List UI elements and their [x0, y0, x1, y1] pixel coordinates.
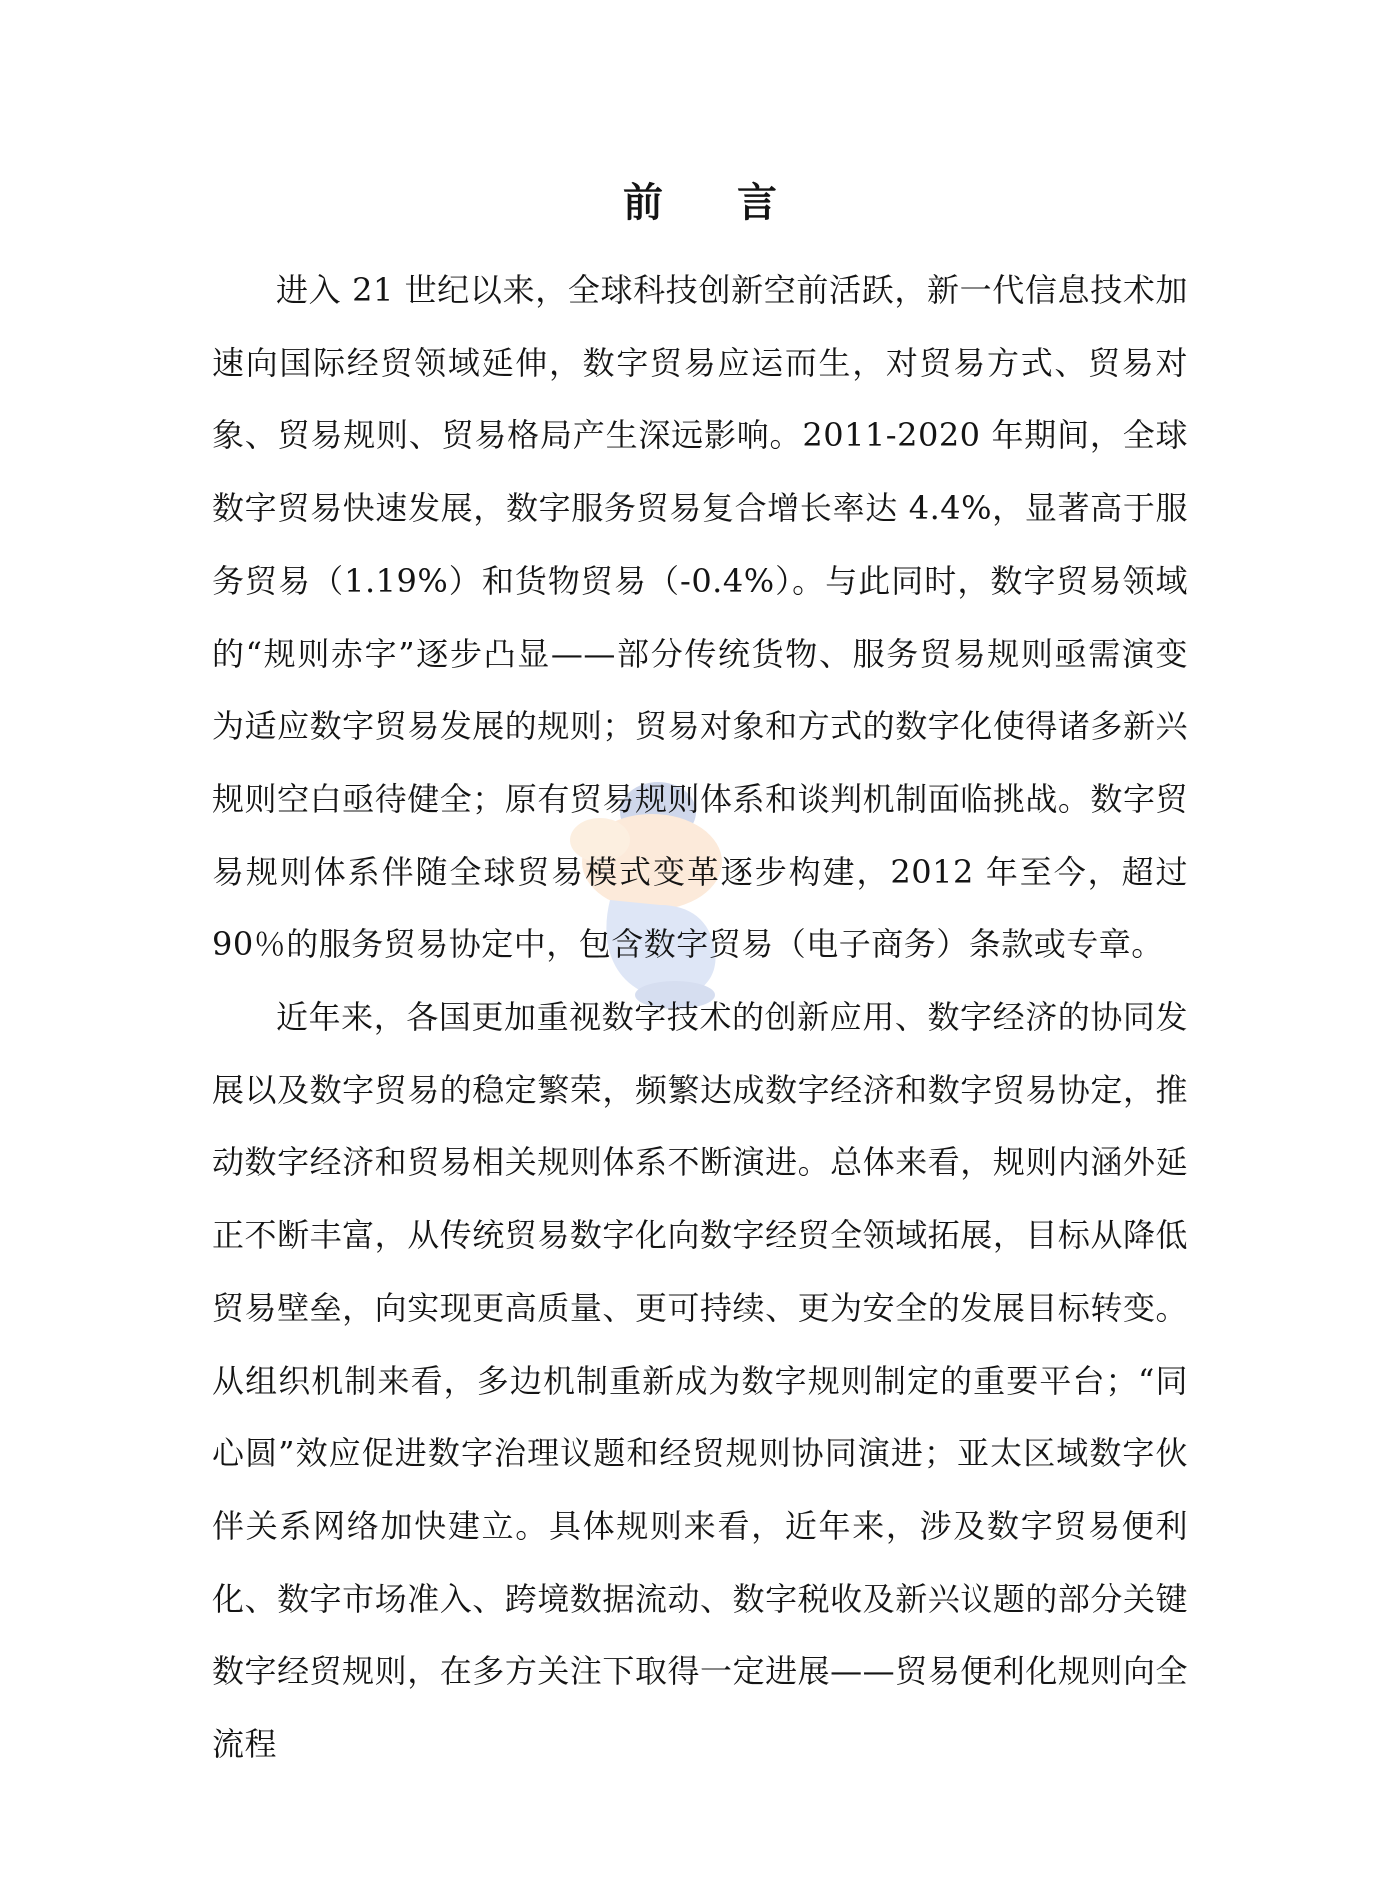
page-title: 前 言	[623, 180, 807, 226]
paragraph-2: 近年来，各国更加重视数字技术的创新应用、数字经济的协同发展以及数字贸易的稳定繁荣，频繁达成数字经济和数字贸易协定，推动数字经济和贸易相关规则体系不断演进。总体来看，规则内涵外延正不断丰富，从传统贸易数字化向数字经贸全领域拓展，目标从降低贸易壁垒，向实现更高质量、更可持续、更为安全的发展目标转变。从组织机制来看，多边机制重新成为数字规则制定的重要平台；“同心圆”效应促进数字治理议题和经贸规则协同演进；亚太区域数字伙伴关系网络加快建立。具体规则来看，近年来，涉及数字贸易便利化、数字市场准入、跨境数据流动、数字税收及新兴议题的部分关键数字经贸规则，在多方关注下取得一定进展——贸易便利化规则向全流程	[212, 998, 1188, 1764]
document-body	[212, 254, 1188, 1781]
paragraph-1: 进入 21 世纪以来，全球科技创新空前活跃，新一代信息技术加速向国际经贸领域延伸，数字贸易应运而生，对贸易方式、贸易对象、贸易规则、贸易格局产生深远影响。2011-2020 年期间，全球数字贸易快速发展，数字服务贸易复合增长率达 4.4%，显著高于服务贸易（1.19%）和货物贸易（-0.4%）。与此同时，数字贸易领域的“规则赤字”逐步凸显——部分传统货物、服务贸易规则亟需演变为适应数字贸易发展的规则；贸易对象和方式的数字化使得诸多新兴规则空白亟待健全；原有贸易规则体系和谈判机制面临挑战。数字贸易规则体系伴随全球贸易模式变革逐步构建，2012 年至今，超过 90％的服务贸易协定中，包含数字贸易（电子商务）条款或专章。	[212, 271, 1188, 964]
